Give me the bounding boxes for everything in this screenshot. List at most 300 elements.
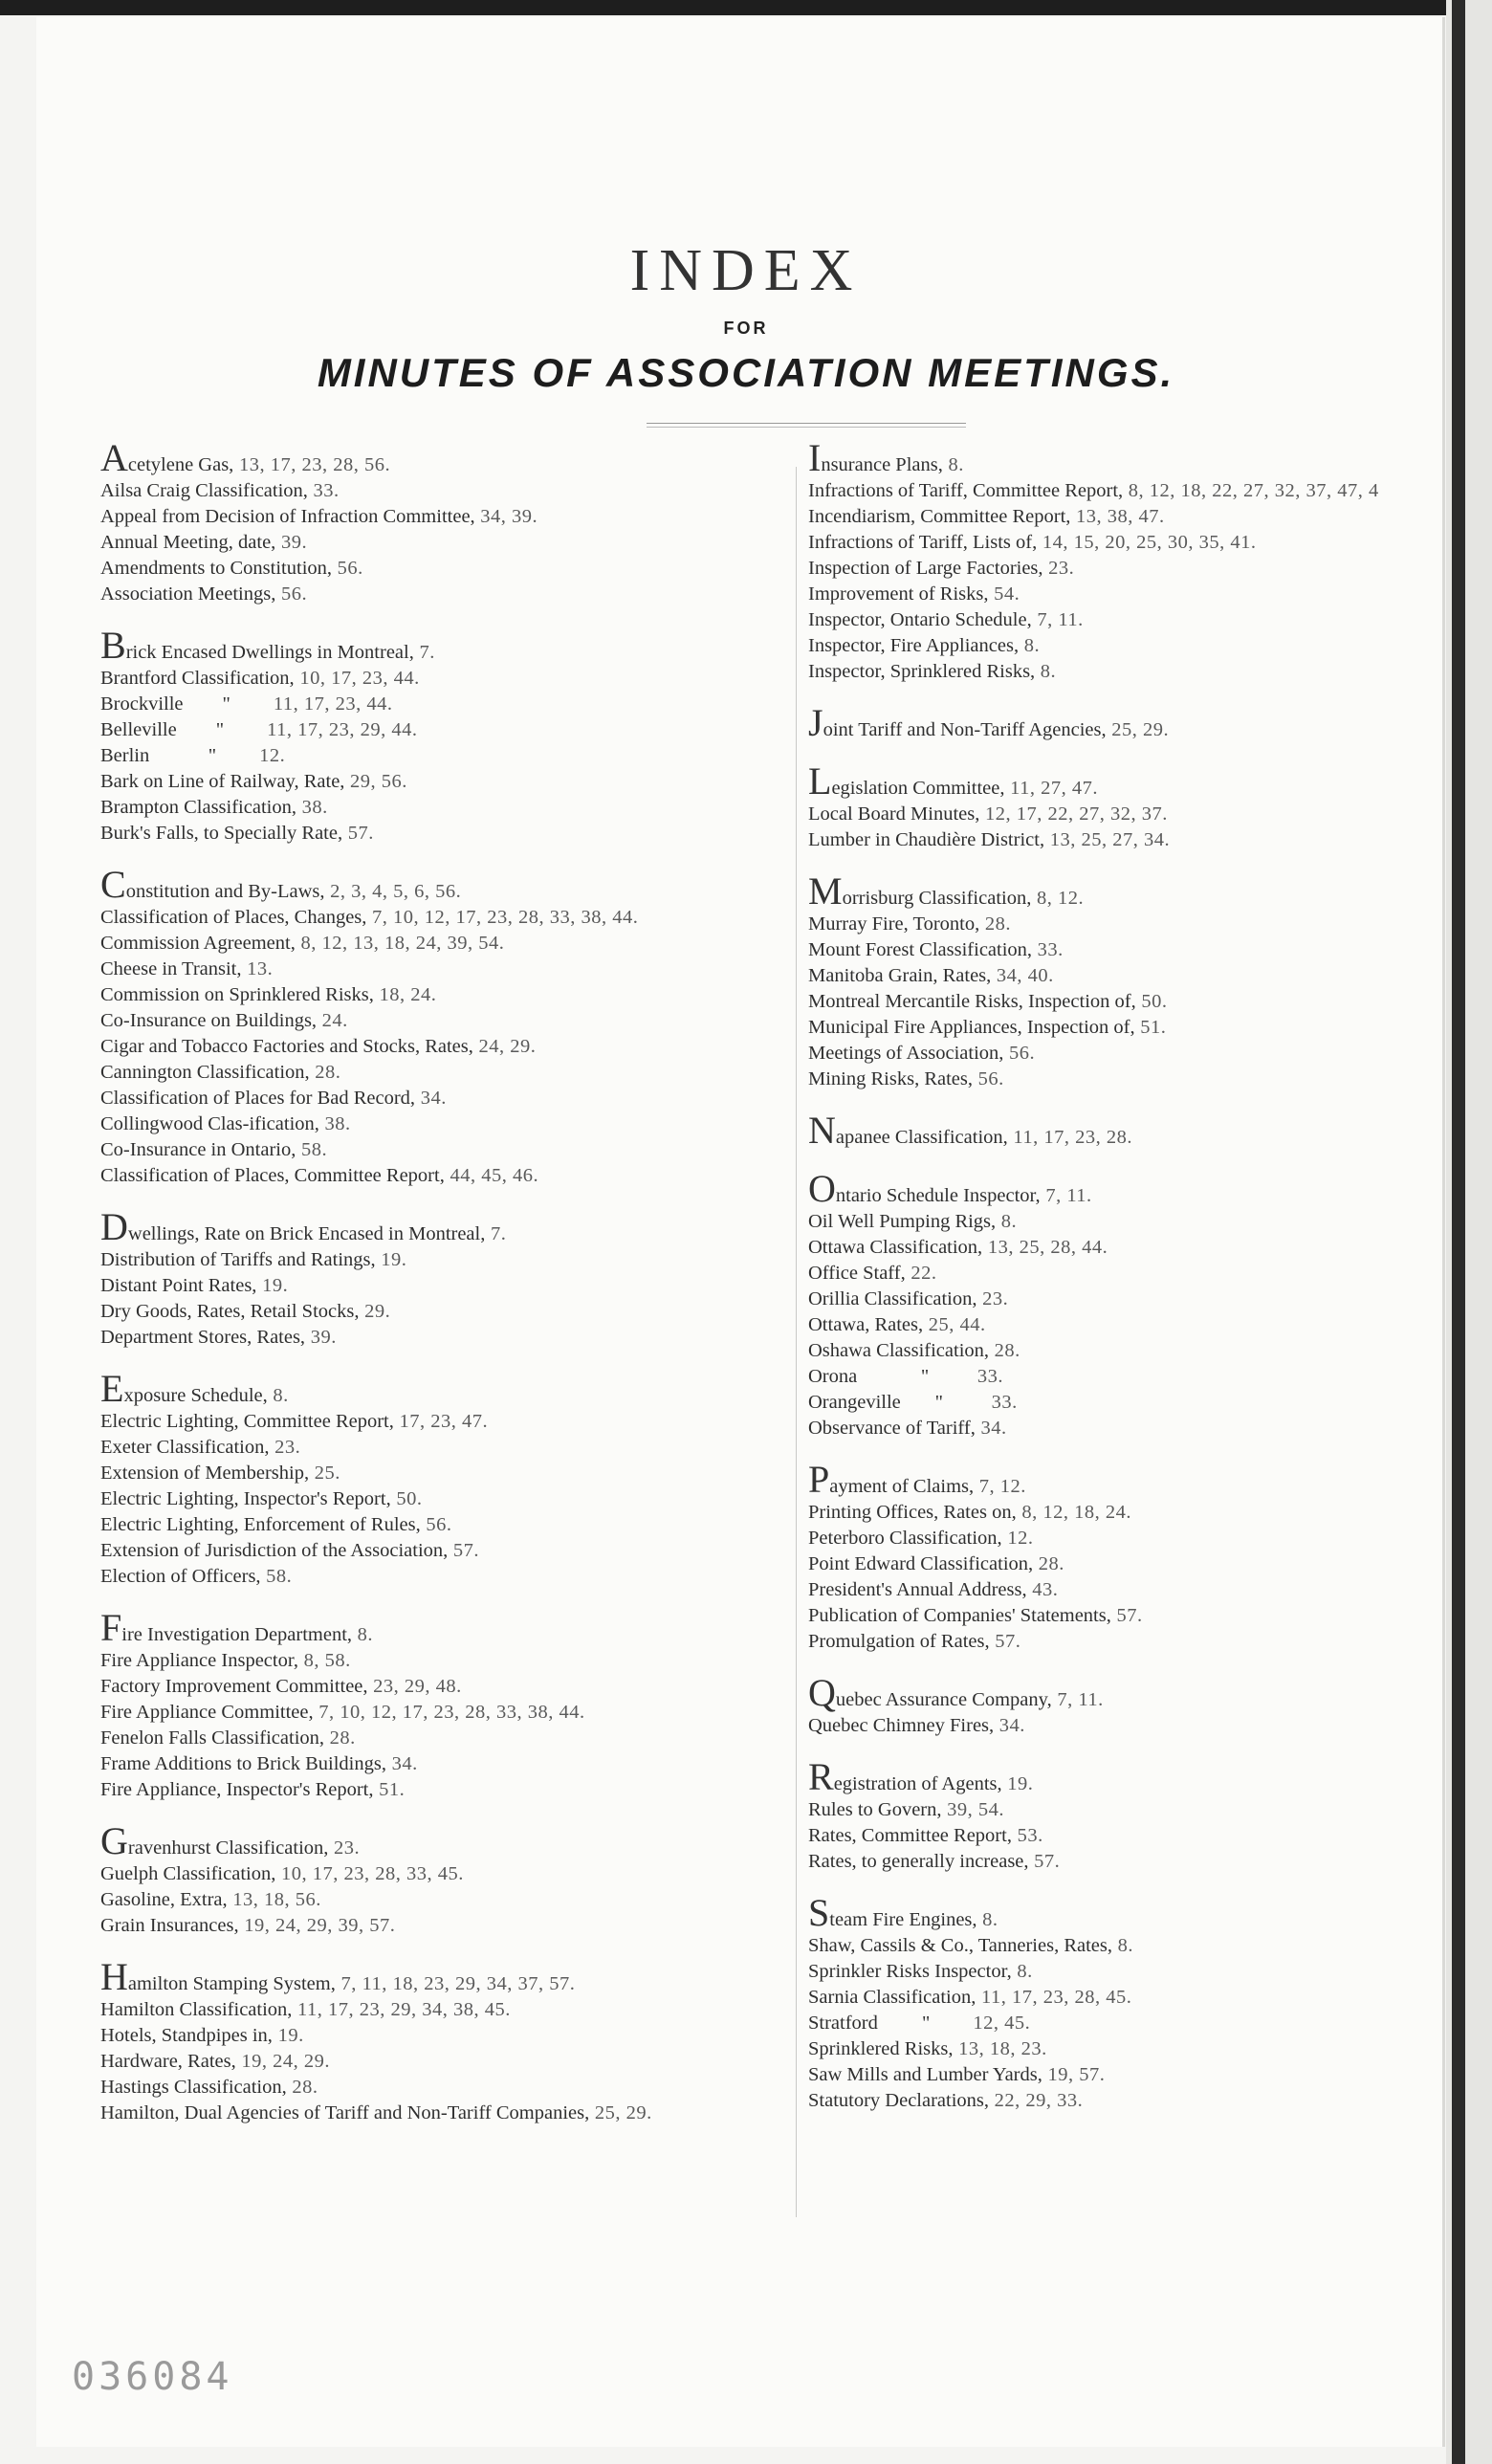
index-entry xyxy=(100,1273,789,1299)
index-entry xyxy=(100,1700,789,1726)
index-entry-heading: Rules to Govern, xyxy=(808,1799,942,1820)
index-entry xyxy=(808,989,1478,1015)
index-entry-page-refs: 11, 17, 23, 29, 34, 38, 45. xyxy=(292,1999,511,2020)
index-entry-heading: Extension of Jurisdiction of the Association, xyxy=(100,1540,449,1561)
index-entry-heading: Electric Lighting, Committee Report, xyxy=(100,1411,394,1432)
index-initial-letter: P xyxy=(808,1458,830,1501)
index-initial-letter: D xyxy=(100,1205,128,1248)
index-entry-page-refs: 19. xyxy=(1001,1773,1034,1794)
index-entry-page-refs: 8. xyxy=(996,1211,1018,1232)
index-entry-heading: Hastings Classification, xyxy=(100,2077,287,2098)
index-entry-page-refs: 38. xyxy=(318,1113,351,1134)
index-entry-page-refs: 13, 25, 27, 34. xyxy=(1044,829,1171,850)
index-entry-page-refs: 7. xyxy=(413,642,435,663)
index-entry-heading: Quebec Chimney Fires, xyxy=(808,1715,995,1736)
index-entry-page-refs: 13, 38, 47. xyxy=(1070,506,1165,527)
index-entry-page-refs: 50. xyxy=(1135,991,1168,1012)
index-entry-heading: Electric Lighting, Inspector's Report, xyxy=(100,1488,391,1509)
index-entry-page-refs: 13, 18, 56. xyxy=(227,1889,321,1910)
index-entry xyxy=(100,1512,789,1538)
index-entry-page-refs: 39, 54. xyxy=(941,1799,1004,1820)
index-entry-page-refs: 56. xyxy=(332,558,363,579)
index-entry-page-refs: 18, 24. xyxy=(373,984,437,1005)
index-entry xyxy=(100,478,789,504)
index-entry-page-refs: 23. xyxy=(269,1437,301,1458)
index-entry-page-refs: 11, 27, 47. xyxy=(1004,778,1098,799)
index-letter-section xyxy=(808,1167,1478,1441)
index-entry-heading: Infractions of Tariff, Committee Report, xyxy=(808,480,1124,501)
index-entry-page-refs: 25, 29. xyxy=(1106,719,1170,740)
index-entry-heading: ayment of Claims, xyxy=(829,1476,975,1497)
index-entry xyxy=(808,2088,1478,2114)
index-entry xyxy=(808,1338,1478,1364)
index-entry xyxy=(100,1409,789,1435)
index-entry xyxy=(808,1577,1478,1603)
index-entry-heading: Classification of Places, Committee Report, xyxy=(100,1165,445,1186)
index-entry xyxy=(808,963,1478,989)
index-entry-heading: Printing Offices, Rates on, xyxy=(808,1502,1017,1523)
index-entry-heading: Frame Additions to Brick Buildings, xyxy=(100,1753,386,1774)
index-entry-page-refs: 19. xyxy=(272,2025,304,2046)
index-entry xyxy=(100,1435,789,1461)
index-entry-page-refs: 57. xyxy=(448,1540,480,1561)
index-entry-heading: Point Edward Classification, xyxy=(808,1553,1034,1574)
index-entry-page-refs: 7, 11. xyxy=(1031,609,1084,630)
page-title: INDEX xyxy=(629,238,863,303)
index-entry xyxy=(100,1674,789,1700)
index-entry-heading: Hamilton, Dual Agencies of Tariff and Non-Tariff Companies, xyxy=(100,2102,590,2123)
index-entry-heading: Fenelon Falls Classification, xyxy=(100,1727,325,1749)
index-initial-letter: I xyxy=(808,436,822,479)
index-entry-page-refs: 8, 12. xyxy=(1031,888,1085,909)
index-entry xyxy=(808,582,1478,607)
index-entry-heading: orrisburg Classification, xyxy=(842,888,1032,909)
index-entry xyxy=(808,633,1478,659)
index-entry xyxy=(808,1364,1478,1390)
index-entry-heading: Improvement of Risks, xyxy=(808,583,989,605)
index-initial-letter: S xyxy=(808,1891,830,1934)
index-entry xyxy=(808,1416,1478,1441)
index-entry-page-refs: 13, 17, 23, 28, 56. xyxy=(233,454,391,475)
index-entry-page-refs: 2, 3, 4, 5, 6, 56. xyxy=(324,881,462,902)
index-entry-page-refs: 12. xyxy=(1001,1528,1034,1549)
index-entry-page-refs: 44, 45, 46. xyxy=(444,1165,539,1186)
index-entry xyxy=(808,1671,1478,1714)
index-entry xyxy=(100,905,789,931)
index-entry xyxy=(808,1849,1478,1875)
index-entry-page-refs: 33. xyxy=(1032,939,1064,960)
index-entry xyxy=(100,982,789,1008)
index-entry xyxy=(808,1390,1478,1416)
index-entry xyxy=(100,1726,789,1751)
index-entry xyxy=(808,1755,1478,1798)
index-entry-heading: Extension of Membership, xyxy=(100,1463,310,1484)
index-entry-page-refs: 7. xyxy=(485,1223,507,1244)
index-entry-heading: Amendments to Constitution, xyxy=(100,558,333,579)
index-entry-heading: Gasoline, Extra, xyxy=(100,1889,228,1910)
index-entry xyxy=(100,1325,789,1351)
index-entry-heading: Collingwood Clas-ification, xyxy=(100,1113,319,1134)
index-entry-page-refs: 28. xyxy=(324,1727,356,1749)
index-entry-heading: Co-Insurance on Buildings, xyxy=(100,1010,318,1031)
index-entry xyxy=(100,2101,789,2126)
index-entry-page-refs: 51. xyxy=(373,1779,406,1800)
index-entry xyxy=(100,1111,789,1137)
index-entry-page-refs: 56. xyxy=(275,583,308,605)
index-entry-page-refs: 8, 12, 13, 18, 24, 39, 54. xyxy=(295,933,505,954)
index-entry-page-refs: 28. xyxy=(286,2077,318,2098)
index-entry-page-refs: 39. xyxy=(305,1327,337,1348)
index-entry xyxy=(100,1861,789,1887)
index-entry xyxy=(100,1997,789,2023)
index-initial-letter: N xyxy=(808,1109,836,1152)
index-entry-page-refs: 17, 23, 47. xyxy=(393,1411,489,1432)
index-entry xyxy=(100,1163,789,1189)
index-entry-heading: Factory Improvement Committee, xyxy=(100,1676,368,1697)
index-entry-page-refs: 19. xyxy=(256,1275,289,1296)
index-entry-page-refs: 50. xyxy=(390,1488,423,1509)
index-entry xyxy=(100,1247,789,1273)
index-entry-page-refs: 8, 58. xyxy=(297,1650,351,1671)
index-entry xyxy=(100,1086,789,1111)
index-entry-heading: Oil Well Pumping Rigs, xyxy=(808,1211,997,1232)
index-entry-heading: nsurance Plans, xyxy=(821,454,943,475)
index-letter-section xyxy=(808,1458,1478,1655)
index-entry-heading: egistration of Agents, xyxy=(833,1773,1002,1794)
index-entry xyxy=(808,504,1478,530)
index-entry xyxy=(808,1015,1478,1041)
index-entry-heading: amilton Stamping System, xyxy=(127,1973,336,1994)
index-entry xyxy=(100,795,789,821)
index-letter-section xyxy=(808,869,1478,1092)
index-entry-page-refs: 51. xyxy=(1134,1017,1167,1038)
index-entry-page-refs: 34, 40. xyxy=(991,965,1054,986)
index-entry xyxy=(808,1891,1478,1934)
index-entry-heading: Local Board Minutes, xyxy=(808,803,980,825)
index-entry xyxy=(808,701,1478,744)
index-entry xyxy=(100,1538,789,1564)
index-entry xyxy=(808,1235,1478,1261)
index-entry-page-refs: 33. xyxy=(943,1392,1018,1413)
index-entry xyxy=(808,1629,1478,1655)
index-entry-heading: Annual Meeting, date, xyxy=(100,532,276,553)
index-entry-page-refs: 43. xyxy=(1026,1579,1059,1600)
index-entry-heading: Grain Insurances, xyxy=(100,1915,239,1936)
index-letter-section xyxy=(808,436,1478,685)
index-entry-page-refs: 8. xyxy=(1035,661,1057,682)
index-entry-page-refs: 10, 17, 23, 28, 33, 45. xyxy=(275,1863,464,1884)
index-entry-page-refs: 23, 29, 48. xyxy=(367,1676,462,1697)
index-entry-heading: Oshawa Classification, xyxy=(808,1340,990,1361)
index-entry-page-refs: 22, 29, 33. xyxy=(989,2090,1084,2111)
index-entry-heading: Dry Goods, Rates, Retail Stocks, xyxy=(100,1301,360,1322)
index-entry xyxy=(808,436,1478,479)
index-entry xyxy=(808,1797,1478,1823)
index-entry xyxy=(808,937,1478,963)
index-entry-page-refs: 58. xyxy=(260,1566,293,1587)
index-entry-heading: Incendiarism, Committee Report, xyxy=(808,506,1071,527)
index-entry-heading: Inspection of Large Factories, xyxy=(808,558,1043,579)
index-entry-heading: ntario Schedule Inspector, xyxy=(835,1185,1041,1206)
index-initial-letter: R xyxy=(808,1755,834,1798)
index-initial-letter: C xyxy=(100,863,126,906)
index-letter-section xyxy=(100,1367,789,1590)
index-entry xyxy=(808,1167,1478,1210)
index-column-right xyxy=(808,436,1478,2139)
index-entry xyxy=(808,912,1478,937)
index-entry-heading: team Fire Engines, xyxy=(829,1909,977,1930)
index-entry-heading: Mining Risks, Rates, xyxy=(808,1068,973,1089)
index-entry-heading: Meetings of Association, xyxy=(808,1043,1004,1064)
index-letter-section xyxy=(100,624,789,847)
index-entry xyxy=(808,607,1478,633)
index-entry-page-refs: 56. xyxy=(1003,1043,1036,1064)
index-entry-heading: Ottawa, Rates, xyxy=(808,1314,924,1335)
index-entry-heading: Rates, Committee Report, xyxy=(808,1825,1012,1846)
index-entry-heading: Hardware, Rates, xyxy=(100,2051,236,2072)
index-entry-heading: Department Stores, Rates, xyxy=(100,1327,306,1348)
index-entry-page-refs: 8. xyxy=(1112,1935,1134,1956)
index-entry-page-refs: 33. xyxy=(307,480,340,501)
index-entry xyxy=(808,1933,1478,1959)
index-entry xyxy=(100,1486,789,1512)
index-entry-page-refs: 8, 12, 18, 22, 27, 32, 37, 47, 4 xyxy=(1123,480,1379,501)
index-entry-heading: Sprinklered Risks, xyxy=(808,2038,954,2059)
index-entry-heading: Statutory Declarations, xyxy=(808,2090,990,2111)
index-entry xyxy=(808,759,1478,803)
index-entry-page-refs: 24, 29. xyxy=(472,1036,537,1057)
index-entry-page-refs: 8. xyxy=(942,454,964,475)
index-letter-section xyxy=(808,1891,1478,2114)
index-entry-page-refs: 8. xyxy=(352,1624,374,1645)
index-entry-page-refs: 34. xyxy=(994,1715,1025,1736)
index-entry-heading: Exeter Classification, xyxy=(100,1437,270,1458)
index-entry-heading: Saw Mills and Lumber Yards, xyxy=(808,2064,1042,2085)
index-letter-section xyxy=(808,701,1478,744)
index-entry-heading: Orangeville " xyxy=(808,1392,944,1413)
index-initial-letter: J xyxy=(808,701,823,744)
scan-top-edge xyxy=(0,0,1492,15)
index-entry-heading: Commission Agreement, xyxy=(100,933,296,954)
index-entry xyxy=(100,692,789,717)
index-entry-page-refs: 11, 17, 23, 44. xyxy=(230,693,393,715)
index-entry xyxy=(808,1109,1478,1152)
index-entry-heading: Guelph Classification, xyxy=(100,1863,276,1884)
index-initial-letter: M xyxy=(808,869,843,913)
index-entry xyxy=(100,556,789,582)
index-entry-heading: Hamilton Classification, xyxy=(100,1999,293,2020)
index-entry-page-refs: 53. xyxy=(1011,1825,1043,1846)
index-entry-heading: Orillia Classification, xyxy=(808,1288,977,1309)
index-entry-page-refs: 56. xyxy=(973,1068,1004,1089)
index-entry-heading: Sprinkler Risks Inspector, xyxy=(808,1961,1012,1982)
index-entry-page-refs: 56. xyxy=(420,1514,452,1535)
index-entry xyxy=(100,1819,789,1862)
index-entry xyxy=(100,717,789,743)
index-entry xyxy=(100,2049,789,2075)
index-entry-heading: Fire Appliance, Inspector's Report, xyxy=(100,1779,374,1800)
page-title-for: FOR xyxy=(723,319,769,338)
index-entry-heading: Distant Point Rates, xyxy=(100,1275,257,1296)
index-entry xyxy=(100,582,789,607)
index-entry xyxy=(100,821,789,847)
index-entry-heading: Brampton Classification, xyxy=(100,797,296,818)
index-entry-heading: onstitution and By-Laws, xyxy=(125,881,325,902)
index-entry xyxy=(100,530,789,556)
index-entry-page-refs: 24. xyxy=(317,1010,348,1031)
index-entry-heading: Ailsa Craig Classification, xyxy=(100,480,308,501)
index-entry-heading: Berlin " xyxy=(100,745,217,766)
index-letter-section xyxy=(100,1819,789,1939)
index-entry-page-refs: 10, 17, 23, 44. xyxy=(294,668,420,689)
index-entry-page-refs: 11, 17, 23, 29, 44. xyxy=(224,719,418,740)
index-entry xyxy=(100,1887,789,1913)
index-entry-page-refs: 8. xyxy=(976,1909,998,1930)
index-entry-page-refs: 57. xyxy=(1110,1605,1143,1626)
index-entry-page-refs: 57. xyxy=(989,1631,1021,1652)
index-entry-page-refs: 7, 11. xyxy=(1051,1689,1104,1710)
index-entry-page-refs: 28. xyxy=(989,1340,1020,1361)
index-entry-heading: Orona " xyxy=(808,1366,930,1387)
index-entry-page-refs: 57. xyxy=(1028,1851,1061,1872)
index-entry-heading: xposure Schedule, xyxy=(123,1385,268,1406)
index-entry xyxy=(100,1461,789,1486)
index-entry-heading: egislation Committee, xyxy=(831,778,1005,799)
index-entry-heading: Commission on Sprinklered Risks, xyxy=(100,984,374,1005)
index-entry xyxy=(100,1648,789,1674)
index-entry xyxy=(808,1041,1478,1067)
index-entry-page-refs: 38. xyxy=(296,797,328,818)
index-entry-heading: Distribution of Tariffs and Ratings, xyxy=(100,1249,376,1270)
index-entry-heading: Shaw, Cassils & Co., Tanneries, Rates, xyxy=(808,1935,1113,1956)
index-entry-heading: Inspector, Ontario Schedule, xyxy=(808,609,1032,630)
index-initial-letter: B xyxy=(100,624,126,667)
index-entry-heading: oint Tariff and Non-Tariff Agencies, xyxy=(823,719,1107,740)
index-entry-heading: Publication of Companies' Statements, xyxy=(808,1605,1111,1626)
index-entry-heading: ire Investigation Department, xyxy=(121,1624,353,1645)
index-letter-section xyxy=(100,1205,789,1351)
index-entry-heading: Brockville " xyxy=(100,693,230,715)
index-entry xyxy=(808,1603,1478,1629)
index-entry xyxy=(100,743,789,769)
index-entry-heading: Manitoba Grain, Rates, xyxy=(808,965,992,986)
index-entry xyxy=(100,1606,789,1649)
index-entry xyxy=(100,863,789,906)
serial-number: 036084 xyxy=(72,2355,233,2399)
index-entry-heading: Inspector, Sprinklered Risks, xyxy=(808,661,1036,682)
index-entry-page-refs: 8, 12, 18, 24. xyxy=(1016,1502,1131,1523)
index-entry xyxy=(808,1551,1478,1577)
index-entry-page-refs: 54. xyxy=(988,583,1020,605)
index-entry-page-refs: 8. xyxy=(267,1385,289,1406)
index-initial-letter: A xyxy=(100,436,128,479)
index-letter-section xyxy=(808,1671,1478,1739)
index-letter-section xyxy=(808,1109,1478,1152)
index-entry xyxy=(100,1564,789,1590)
index-entry-page-refs: 11, 17, 23, 28. xyxy=(1007,1127,1133,1148)
index-entry-heading: Fire Appliance Inspector, xyxy=(100,1650,298,1671)
index-entry-page-refs: 29, 56. xyxy=(344,771,407,792)
index-entry-page-refs: 7, 10, 12, 17, 23, 28, 33, 38, 44. xyxy=(313,1702,585,1723)
index-initial-letter: G xyxy=(100,1819,128,1862)
index-entry-heading: Belleville " xyxy=(100,719,225,740)
index-entry-heading: Election of Officers, xyxy=(100,1566,261,1587)
index-entry xyxy=(100,1955,789,1998)
index-entry-page-refs: 12, 17, 22, 27, 32, 37. xyxy=(979,803,1168,825)
index-entry-page-refs: 19, 24, 29, 39, 57. xyxy=(238,1915,396,1936)
index-entry-page-refs: 23. xyxy=(976,1288,1009,1309)
index-letter-section xyxy=(100,1955,789,2126)
index-entry-heading: Classification of Places, Changes, xyxy=(100,907,367,928)
index-entry xyxy=(100,1367,789,1410)
index-entry-page-refs: 28. xyxy=(1033,1553,1064,1574)
index-letter-section xyxy=(808,759,1478,853)
index-entry-heading: rick Encased Dwellings in Montreal, xyxy=(125,642,414,663)
index-entry-heading: Murray Fire, Toronto, xyxy=(808,913,980,935)
index-entry-heading: Sarnia Classification, xyxy=(808,1987,976,2008)
index-entry-page-refs: 58. xyxy=(296,1139,328,1160)
index-entry xyxy=(808,1713,1478,1739)
index-entry-page-refs: 23. xyxy=(1042,558,1075,579)
page-subtitle: MINUTES OF ASSOCIATION MEETINGS. xyxy=(317,350,1175,395)
index-entry-page-refs: 34. xyxy=(385,1753,418,1774)
index-entry xyxy=(808,2036,1478,2062)
index-entry xyxy=(808,1261,1478,1287)
index-entry xyxy=(100,666,789,692)
index-entry xyxy=(100,1137,789,1163)
title-rule xyxy=(647,423,966,428)
index-entry-heading: Montreal Mercantile Risks, Inspection of, xyxy=(808,991,1136,1012)
index-entry-heading: Cheese in Transit, xyxy=(100,958,242,979)
index-entry xyxy=(808,1458,1478,1501)
index-entry-heading: ravenhurst Classification, xyxy=(127,1837,329,1859)
index-initial-letter: Q xyxy=(808,1671,836,1714)
index-entry-heading: Fire Appliance Committee, xyxy=(100,1702,314,1723)
index-entry xyxy=(808,1526,1478,1551)
index-entry-heading: Observance of Tariff, xyxy=(808,1418,976,1439)
index-entry-heading: President's Annual Address, xyxy=(808,1579,1027,1600)
index-entry-heading: Burk's Falls, to Specially Rate, xyxy=(100,823,343,844)
index-entry-page-refs: 12, 45. xyxy=(930,2013,1031,2034)
index-entry-heading: Stratford " xyxy=(808,2013,931,2034)
index-entry xyxy=(808,1823,1478,1849)
index-column-left xyxy=(100,436,789,2151)
index-entry-page-refs: 57. xyxy=(342,823,374,844)
index-entry-heading: Promulgation of Rates, xyxy=(808,1631,990,1652)
index-entry-heading: cetylene Gas, xyxy=(127,454,234,475)
index-entry-page-refs: 34, 39. xyxy=(474,506,538,527)
index-entry xyxy=(100,1299,789,1325)
index-entry xyxy=(100,957,789,982)
index-entry-page-refs: 19. xyxy=(375,1249,407,1270)
index-initial-letter: O xyxy=(808,1167,836,1210)
index-entry xyxy=(808,1985,1478,2011)
index-entry-page-refs: 13, 18, 23. xyxy=(953,2038,1047,2059)
index-entry-page-refs: 14, 15, 20, 25, 30, 35, 41. xyxy=(1037,532,1257,553)
index-entry-page-refs: 11, 17, 23, 28, 45. xyxy=(976,1987,1132,2008)
index-entry-heading: Classification of Places for Bad Record, xyxy=(100,1088,416,1109)
index-entry-heading: Mount Forest Classification, xyxy=(808,939,1033,960)
index-entry xyxy=(808,659,1478,685)
index-entry-page-refs: 29. xyxy=(359,1301,391,1322)
index-entry xyxy=(100,769,789,795)
index-entry-heading: Infractions of Tariff, Lists of, xyxy=(808,532,1038,553)
index-entry xyxy=(808,478,1478,504)
index-entry xyxy=(808,1287,1478,1312)
index-entry xyxy=(100,1777,789,1803)
index-entry-heading: Cannington Classification, xyxy=(100,1062,310,1083)
index-entry-heading: Cigar and Tobacco Factories and Stocks, Rates, xyxy=(100,1036,473,1057)
